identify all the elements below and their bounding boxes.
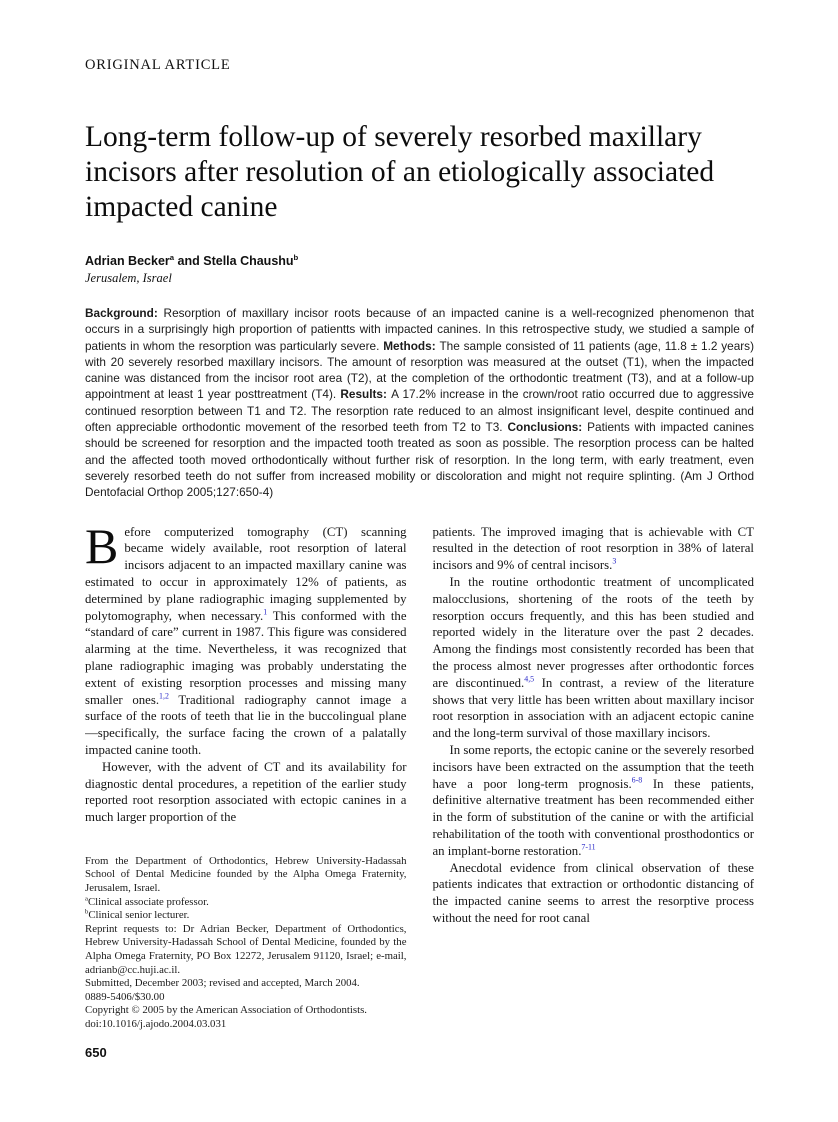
left-column-paragraphs [85,524,407,826]
abstract-text [85,305,754,501]
text-segment: 0889-5406/$30.00 [85,990,165,1003]
text-segment: The sample consisted of 11 patients (age, 11.8 ± 1.2 years) with 20 severely resorbed maxillary incisors. The amount of resorption was measured at the outset (T1), when the impacted canine was distanced from the incisor root area (T2), at the completion of the orthodontic treatment (T3), and at a follow-up appointment at least 1 year posttreatment (T4). [85,338,755,402]
reference-superscript[interactable]: 6-8 [631,775,643,785]
text-segment-bold: Results: [340,387,392,402]
text-segment-bold: Methods: [383,338,440,353]
paragraph [433,524,755,574]
text-segment: Adrian Becker [85,254,170,268]
page-number: 650 [85,1044,107,1060]
paragraph [85,524,407,759]
text-segment: Clinical associate professor. [87,895,209,908]
reference-superscript[interactable]: 1 [263,607,268,617]
text-segment-bold: Background: [85,306,164,320]
paragraph [85,909,407,923]
paragraph [85,923,407,977]
text-segment: From the Department of Orthodontics, Hebrew University-Hadassah School of Dental Medicine founded by the Alpha Omega Fraternity, Jerusalem, Israel. [85,854,407,895]
text-segment: Clinical senior lecturer. [88,909,190,922]
text-segment-sup: a [169,252,175,262]
text-segment: doi:10.1016/j.ajodo.2004.03.031 [85,1017,227,1030]
paragraph [433,742,755,860]
reference-superscript[interactable]: 4,5 [524,674,535,684]
text-segment: In the routine orthodontic treatment of uncomplicated malocclusions, shortening of the roots of the teeth by resorption occurs frequently, and this has been studied and reported widely in the literature over the past 2 decades. Among the findings most consistently recorded has been that the process almost never progresses after orthodontic forces are discontinued. [432,574,754,690]
text-segment: Traditional radiography cannot image a surface of the roots of teeth that lie in the buccolingual plane—specifically, the surface facing the crown of a palatally impacted canine tooth. [85,692,407,757]
body-columns [85,524,754,1032]
reference-superscript[interactable]: 3 [612,556,617,566]
text-segment: Anecdotal evidence from clinical observation of these patients indicates that extraction or orthodontic distancing of the impacted canine seems to arrest the resorptive process without the need for root canal [432,860,754,925]
footnote-block [85,855,407,1032]
text-segment: Submitted, December 2003; revised and accepted, March 2004. [85,977,360,990]
text-segment: Copyright © 2005 by the American Association of Orthodontists. [85,1004,367,1017]
text-segment: However, with the advent of CT and its availability for diagnostic dental procedures, a repetition of the earlier study reported root resorption associated with ectopic canines in a much larger proportion of the [85,759,407,825]
text-segment: In contrast, a review of the literature shows that very little has been written about maxillary incisor root resorption in association with an adjacent ectopic canine and the long-term survival of those maxillary incisors. [432,675,754,741]
text-segment-sup: a [85,895,88,903]
text-segment: This conformed with the “standard of care” current in 1987. This figure was considered alarming at the time. Nevertheless, it was recognized that plane radiographic imaging was probably understating the extent of existing resorption processes and missing many smaller ones. [85,608,407,707]
article-title: Long-term follow-up of severely resorbed maxillary incisors after resolution of an etiologically associated impacted canine [85,121,715,223]
right-column-paragraphs [433,524,755,927]
text-segment: In some reports, the ectopic canine or the severely resorbed incisors have been extracted on the assumption that the teeth have a poor long-term prognosis. [432,742,754,791]
paragraph [433,574,755,742]
paragraph [85,759,407,826]
text-segment-sup: b [293,252,299,262]
text-segment: efore computerized tomography (CT) scanning became widely available, root resorption of lateral incisors adjacent to an impacted maxillary canine was estimated to occur in approximately 12% of patients, as determined by plane radiographic imaging supplemented by polytomography, when necessary. [85,524,407,623]
paragraph [85,1018,407,1032]
text-segment: and Stella Chaushu [174,254,294,268]
text-segment: A 17.2% increase in the crown/root ratio occurred due to aggressive continued resorption between T1 and T2. The resorption rate reduced to an almost insignificant level, despite continued and often appreciable orthodontic movement of the resorbed teeth from T2 to T3. [85,387,754,435]
paragraph [85,855,407,896]
paragraph [433,860,755,927]
text-segment: In these patients, definitive alternative treatment has been recommended either in the form of substitution of the canine or with the artificial rehabilitation of the tooth with conventional prosthodontics or an implant-borne restoration. [432,776,754,858]
text-segment: patients. The improved imaging that is achievable with CT resulted in the detection of root resorption in 38% of lateral incisors and 9% of central incisors. [432,524,754,573]
paragraph [85,977,407,991]
text-segment-sup: b [85,908,89,916]
paragraph [85,896,407,910]
drop-cap: B [85,523,119,574]
text-segment: Resorption of maxillary incisor roots because of an impacted canine is a well-recognized phenomenon that occurs in a surprisingly high proportion of patientts with impacted canines. In this retrospective study, we studied a sample of patients in whom the resorption was particularly severe. [85,306,755,353]
text-segment: Reprint requests to: Dr Adrian Becker, Department of Orthodontics, Hebrew University-Hadassah School of Dental Medicine, founded by the Alpha Omega Fraternity, PO Box 12272, Jerusalem 91120, Israel; e-mail, adrianb@cc.huji.ac.il. [85,922,407,976]
paragraph [85,1004,407,1018]
reference-superscript[interactable]: 7-11 [581,842,596,852]
paragraph [85,991,407,1005]
authors-location: Jerusalem, Israel [85,271,172,285]
authors-line [85,254,754,268]
text-segment: Patients with impacted canines should be screened for resorption and the impacted tooth treated as soon as possible. The resorption process can be halted and the affected tooth moved orthodontically without further risk of resorption. In the long term, with early treatment, even severely resorbed teeth do not suffer from increased mobility or discoloration and might not require splinting. (Am J Orthod Dentofacial Orthop 2005;127:650-4) [85,420,755,500]
article-type-label: ORIGINAL ARTICLE [85,57,231,73]
reference-superscript[interactable]: 1,2 [159,691,169,701]
text-segment-bold: Conclusions: [507,420,588,435]
left-column [85,524,407,1032]
right-column [433,524,755,1032]
